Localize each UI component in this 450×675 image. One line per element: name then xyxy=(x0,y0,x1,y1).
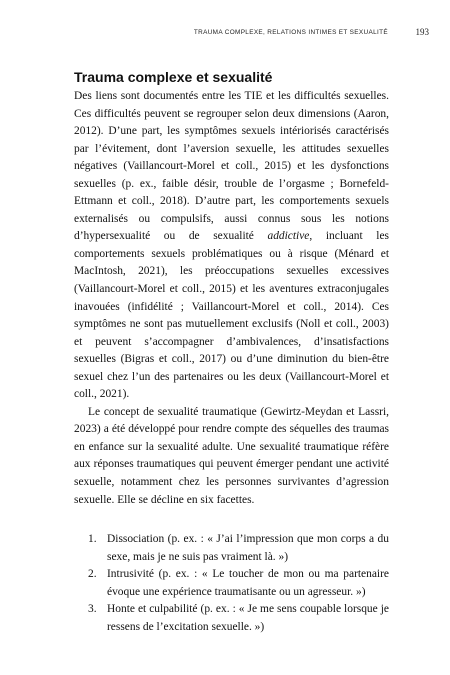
paragraph-2-text: Le concept de sexualité traumatique (Gewirtz-Meydan et Lassri, 2023) a été développé pour rendre compte des séquelles des traumas en enfance sur la sexualité adulte. Une sexualité traumatique réfère aux réponses traumatiques qui peuvent émerger pendant une activité sexuelle, notamment chez les personnes survivantes d’agression sexuelle. Elle se décline en six facettes. xyxy=(74,405,389,506)
list-item xyxy=(74,601,389,636)
list-item-number: 2. xyxy=(88,568,97,581)
paragraph-1-text-b: , incluant les comportements sexuels problématiques ou à risque (Ménard et MacIntosh, 2021), les préoccupations sexuelles excessives (Vaillancourt-Morel et coll., 2015) et les aventures extraconjugales inavouées (infidélité ; Vaillancourt-Morel et coll., 2014). Ces symptômes ne sont pas mutuellement exclusifs (Noll et coll., 2003) et peuvent s’accompagner d’ambivalences, d’insatisfactions sexuelles (Bigras et coll., 2017) ou d’une diminution du bien-être sexuel chez l’un des partenaires ou les deux (Vaillancourt-Morel et coll., 2021). xyxy=(74,230,389,401)
list-item-text: Dissociation (p. ex. : « J’ai l’impression que mon corps a du sexe, mais je ne suis pas vraiment là. ») xyxy=(107,533,389,563)
section-heading: Trauma complexe et sexualité xyxy=(74,69,273,85)
paragraph-1 xyxy=(74,88,389,404)
list-item xyxy=(74,531,389,566)
list-item xyxy=(74,566,389,601)
facets-list xyxy=(74,531,389,636)
list-item-number: 3. xyxy=(88,603,97,616)
body-text xyxy=(74,88,389,636)
list-item-number: 1. xyxy=(88,533,97,546)
paragraph-1-text-a: Des liens sont documentés entre les TIE et les difficultés sexuelles. Ces difficultés peuvent se regrouper selon deux dimensions (Aaron, 2012). D’une part, les symptômes sexuels intériorisés caractérisés par l’évitement, dont l’aversion sexuelle, les attitudes sexuelles négatives (Vaillancourt-Morel et coll., 2015) et les dysfonctions sexuelles (p. ex., faible désir, trouble de l’orgasme ; Bornefeld-Ettmann et coll., 2018). D’autre part, les comportements sexuels externalisés ou compulsifs, aussi connus sous les notions d’hypersexualité ou de sexualité xyxy=(74,90,389,243)
paragraph-2 xyxy=(74,404,389,509)
page-number: 193 xyxy=(415,27,429,37)
list-item-text: Intrusivité (p. ex. : « Le toucher de mon ou ma partenaire évoque une expérience traumatisante ou un agresseur. ») xyxy=(107,568,389,598)
paragraph-1-italic-term: addictive xyxy=(267,230,310,243)
running-head: TRAUMA COMPLEXE, RELATIONS INTIMES ET SEXUALITÉ xyxy=(193,29,388,36)
list-item-text: Honte et culpabilité (p. ex. : « Je me sens coupable lorsque je ressens de l’excitation sexuelle. ») xyxy=(107,603,389,633)
